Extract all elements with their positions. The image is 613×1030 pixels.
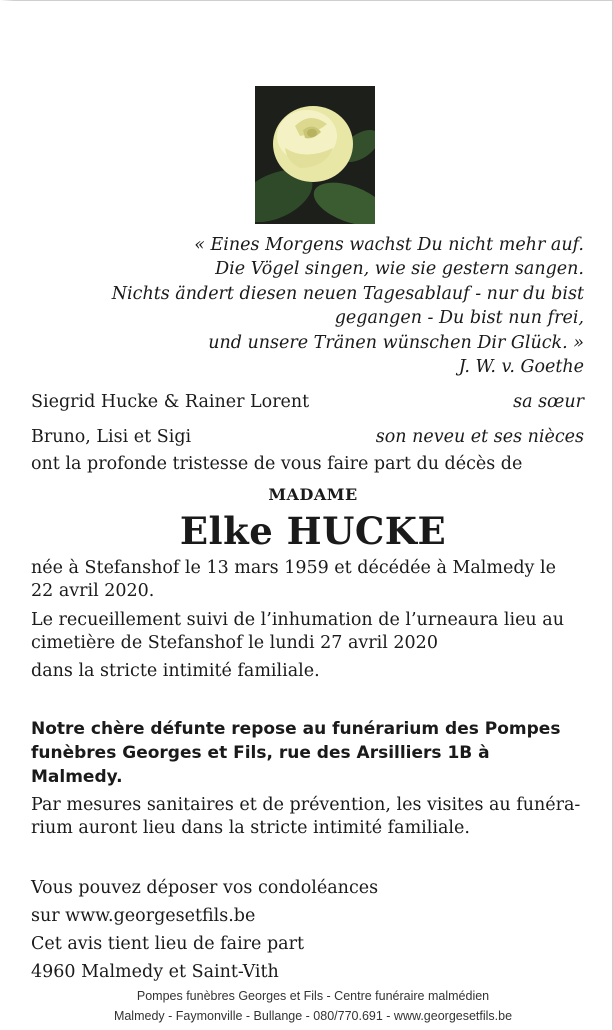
text-line: dans la stricte intimité familiale. bbox=[31, 661, 320, 681]
poem-line: « Eines Morgens wachst Du nicht mehr auf. bbox=[194, 235, 584, 255]
family-relation: sa sœur bbox=[513, 392, 584, 412]
deceased-name: Elke HUCKE bbox=[179, 509, 447, 553]
funerarium-text bbox=[31, 717, 584, 789]
website-text: sur www.georgesetfils.be bbox=[31, 906, 256, 926]
text-line: Par mesures sanitaires et de prévention, les visites au funéra- bbox=[31, 795, 581, 815]
birth-death-text bbox=[31, 557, 584, 603]
family-names: Siegrid Hucke & Rainer Lorent bbox=[31, 392, 310, 412]
text-line: rium auront lieu dans la stricte intimité familiale. bbox=[31, 818, 470, 838]
family-relation: son neveu et ses nièces bbox=[375, 427, 584, 447]
poem-line: Die Vögel singen, wie sie gestern sangen. bbox=[215, 259, 584, 280]
text-line: 22 avril 2020. bbox=[31, 581, 155, 601]
honorific: MADAME bbox=[268, 485, 358, 504]
text-line: Cet avis tient lieu de faire part bbox=[31, 934, 304, 954]
text-line: 4960 Malmedy et Saint-Vith bbox=[31, 962, 279, 982]
text-line: cimetière de Stefanshof le lundi 27 avril 2020 bbox=[31, 633, 438, 653]
footer-line: Pompes funèbres Georges et Fils - Centre funéraire malmédien bbox=[136, 989, 490, 1003]
text-line: Notre chère défunte repose au funérarium des Pompes bbox=[31, 719, 561, 739]
poem-line: Nichts ändert diesen neuen Tagesablauf - nur du bist bbox=[111, 283, 584, 304]
measures-text bbox=[31, 794, 584, 840]
poem-quote bbox=[24, 233, 584, 379]
text-line: née à Stefanshof le 13 mars 1959 et décédée à Malmedy le bbox=[31, 558, 556, 578]
poem-author: J. W. v. Goethe bbox=[458, 357, 584, 378]
text-line: Vous pouvez déposer vos condoléances bbox=[31, 878, 379, 898]
text-line: Malmedy. bbox=[31, 767, 123, 787]
text-line: Le recueillement suivi de l’inhumation de l’urneaura lieu au bbox=[31, 610, 564, 630]
poem-line: gegangen - Du bist nun frei, bbox=[334, 308, 584, 329]
announcement-text: ont la profonde tristesse de vous faire part du décès de bbox=[31, 454, 523, 474]
family-row bbox=[31, 391, 584, 413]
ceremony-text bbox=[31, 609, 584, 683]
poem-line: und unsere Tränen wünschen Dir Glück. » bbox=[208, 332, 584, 353]
funeral-home-footer bbox=[14, 986, 612, 1026]
yellow-rose-photo bbox=[255, 86, 375, 224]
family-row bbox=[31, 426, 584, 448]
footer-line: Malmedy - Faymonville - Bullange - 080/770.691 - www.georgesetfils.be bbox=[113, 1009, 513, 1023]
text-line: funèbres Georges et Fils, rue des Arsilliers 1B à bbox=[31, 743, 490, 763]
family-names: Bruno, Lisi et Sigi bbox=[31, 427, 192, 447]
condolences-text bbox=[31, 874, 584, 986]
